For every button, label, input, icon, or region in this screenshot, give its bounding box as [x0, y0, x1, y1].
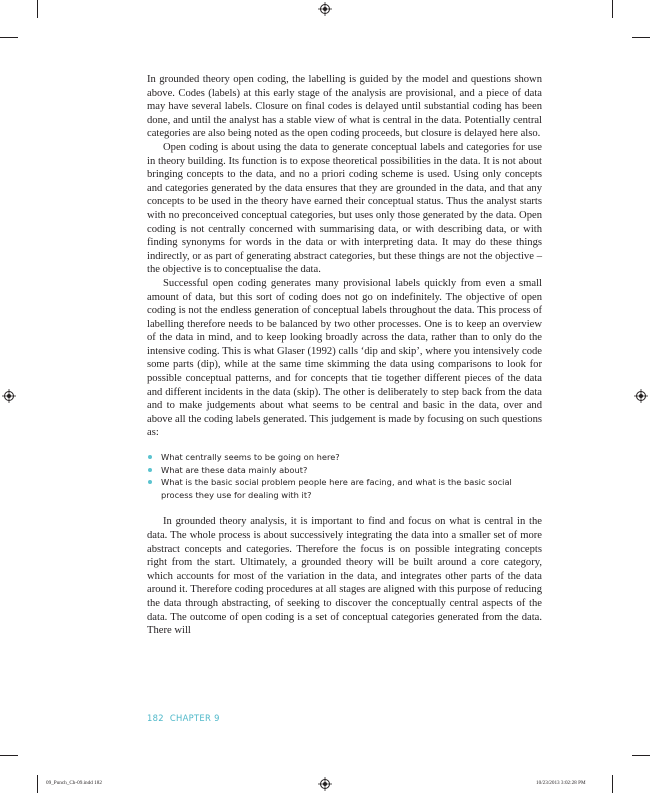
crop-mark-top-left-h [0, 37, 18, 38]
body-text [147, 73, 542, 638]
list-item: What centrally seems to be going on here? [147, 451, 542, 464]
question-list [147, 451, 542, 501]
list-item: What are these data mainly about? [147, 464, 542, 477]
page-number: 182 [147, 713, 164, 723]
registration-mark-right-icon [634, 389, 648, 403]
crop-mark-top-right-h [632, 37, 650, 38]
paragraph-2: Open coding is about using the data to generate conceptual labels and categories for use in theory building. Its function is to expose theoretical possibilities in the data. It is not about bringing concepts to the data, and no a priori coding scheme is used. Using only concepts and categories generated by the data ensures that they are grounded in the data, and that any concepts to be used in the theory have earned their conceptual status. Thus the analyst starts with no preconceived conceptual categories, but uses only those generated by the data. Open coding is not centrally concerned with summarising data, or with describing data, or with finding synonyms for words in the data or with interpreting data. It may do these things indirectly, or as part of generating abstract categories, but these things are not the objective – the objective is to conceptualise the data. [147, 141, 542, 276]
paragraph-1: In grounded theory open coding, the labelling is guided by the model and questions shown above. Codes (labels) at this early stage of the analysis are provisional, and a piece of data may have several labels. Closure on final codes is delayed until substantial coding has been done, and until the analyst has a stable view of what is central in the data. Potentially central categories are also being noted as the open coding proceeds, but closure is delayed here also. [147, 74, 542, 140]
crop-mark-bottom-left-v [37, 775, 38, 793]
paragraph-4: In grounded theory analysis, it is important to find and focus on what is central in the data. The whole process is about successively integrating the data into a smaller set of more abstract concepts and categories. Therefore the focus is on possible integrating concepts right from the start. Ultimately, a grounded theory will be built around a core category, which accounts for most of the variation in the data, and integrates other parts of the data around it. Therefore coding procedures at all stages are aligned with this purpose of reducing the data through abstracting, of seeking to discover the conceptually central aspects of the data. The outcome of open coding is a set of conceptual categories generated from the data. There will [147, 516, 542, 637]
crop-mark-bottom-right-v [612, 775, 613, 793]
crop-mark-top-right-v [612, 0, 613, 18]
registration-mark-left-icon [2, 389, 16, 403]
page-footer [147, 713, 220, 723]
list-item: What is the basic social problem people here are facing, and what is the basic social process they use for dealing with it? [147, 476, 542, 501]
paragraph-3: Successful open coding generates many provisional labels quickly from even a small amount of data, but this sort of coding does not go on indefinitely. The objective of open coding is not the endless generation of conceptual labels throughout the data. This process of labelling therefore needs to be balanced by two other processes. One is to keep an overview of the data in mind, and to keep looking broadly across the data, rather than to only do the intensive coding. This is what Glaser (1992) calls ‘dip and skip’, where you intensively code some parts (dip), while at the same time skimming the data using comparisons to look for possible conceptual patterns, and for concepts that tie together different pieces of the data and different incidents in the data (skip). The other is deliberately to step back from the data and to make judgements about what seems to be central and basic in the data, over and above all the coding labels generated. This judgement is made by focusing on such questions as: [147, 277, 542, 439]
slug-filename: 09_Punch_Ch-09.indd 182 [46, 780, 102, 786]
slug-timestamp: 10/23/2013 3:02:28 PM [536, 780, 586, 786]
chapter-label: CHAPTER 9 [169, 713, 220, 723]
bullet-icon [148, 480, 152, 484]
bullet-icon [148, 455, 152, 459]
registration-mark-top-icon [318, 2, 332, 16]
crop-mark-bottom-left-h [0, 755, 18, 756]
crop-mark-top-left-v [37, 0, 38, 18]
crop-mark-bottom-right-h [632, 755, 650, 756]
registration-mark-bottom-icon [318, 777, 332, 791]
bullet-icon [148, 468, 152, 472]
